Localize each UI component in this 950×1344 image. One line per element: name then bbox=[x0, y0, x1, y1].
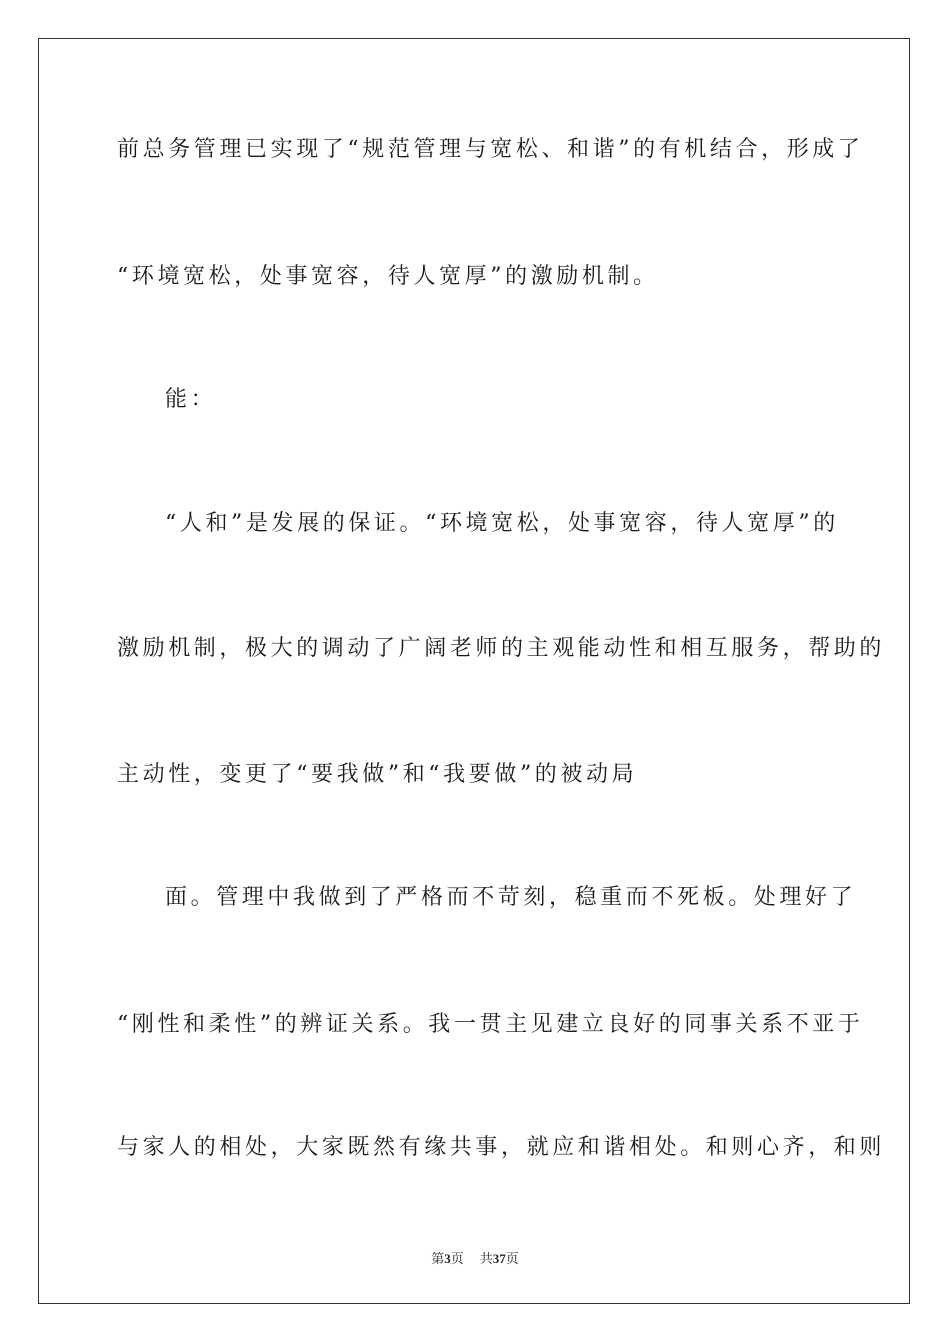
footer-total-suffix: 页 bbox=[505, 1251, 519, 1266]
footer-total-prefix: 共 bbox=[479, 1251, 493, 1266]
body-line-6: 主动性，变更了“要我做”和“我要做”的被动局 bbox=[117, 762, 638, 787]
body-line-1: 前总务管理已实现了“规范管理与宽松、和谐”的有机结合，形成了 bbox=[117, 137, 864, 162]
body-line-8: “刚性和柔性”的辨证关系。我一贯主见建立良好的同事关系不亚于 bbox=[117, 1012, 864, 1037]
body-line-9: 与家人的相处，大家既然有缘共事，就应和谐相处。和则心齐，和则 bbox=[117, 1135, 886, 1160]
footer-page-prefix: 第 bbox=[431, 1251, 445, 1266]
footer-page-suffix: 页 bbox=[450, 1251, 464, 1266]
body-line-5: 激励机制，极大的调动了广阔老师的主观能动性和相互服务，帮助的 bbox=[117, 636, 886, 661]
body-line-4: “人和”是发展的保证。“环境宽松，处事宽容，待人宽厚”的 bbox=[165, 511, 839, 536]
body-line-3: 能： bbox=[165, 387, 217, 412]
footer-total-pages: 37 bbox=[492, 1251, 506, 1266]
page-border bbox=[38, 38, 910, 1304]
footer-page-number: 3 bbox=[444, 1251, 451, 1266]
body-line-7: 面。管理中我做到了严格而不苛刻，稳重而不死板。处理好了 bbox=[165, 885, 857, 910]
page-footer bbox=[0, 1248, 950, 1267]
body-line-2: “环境宽松，处事宽容，待人宽厚”的激励机制。 bbox=[117, 264, 659, 289]
